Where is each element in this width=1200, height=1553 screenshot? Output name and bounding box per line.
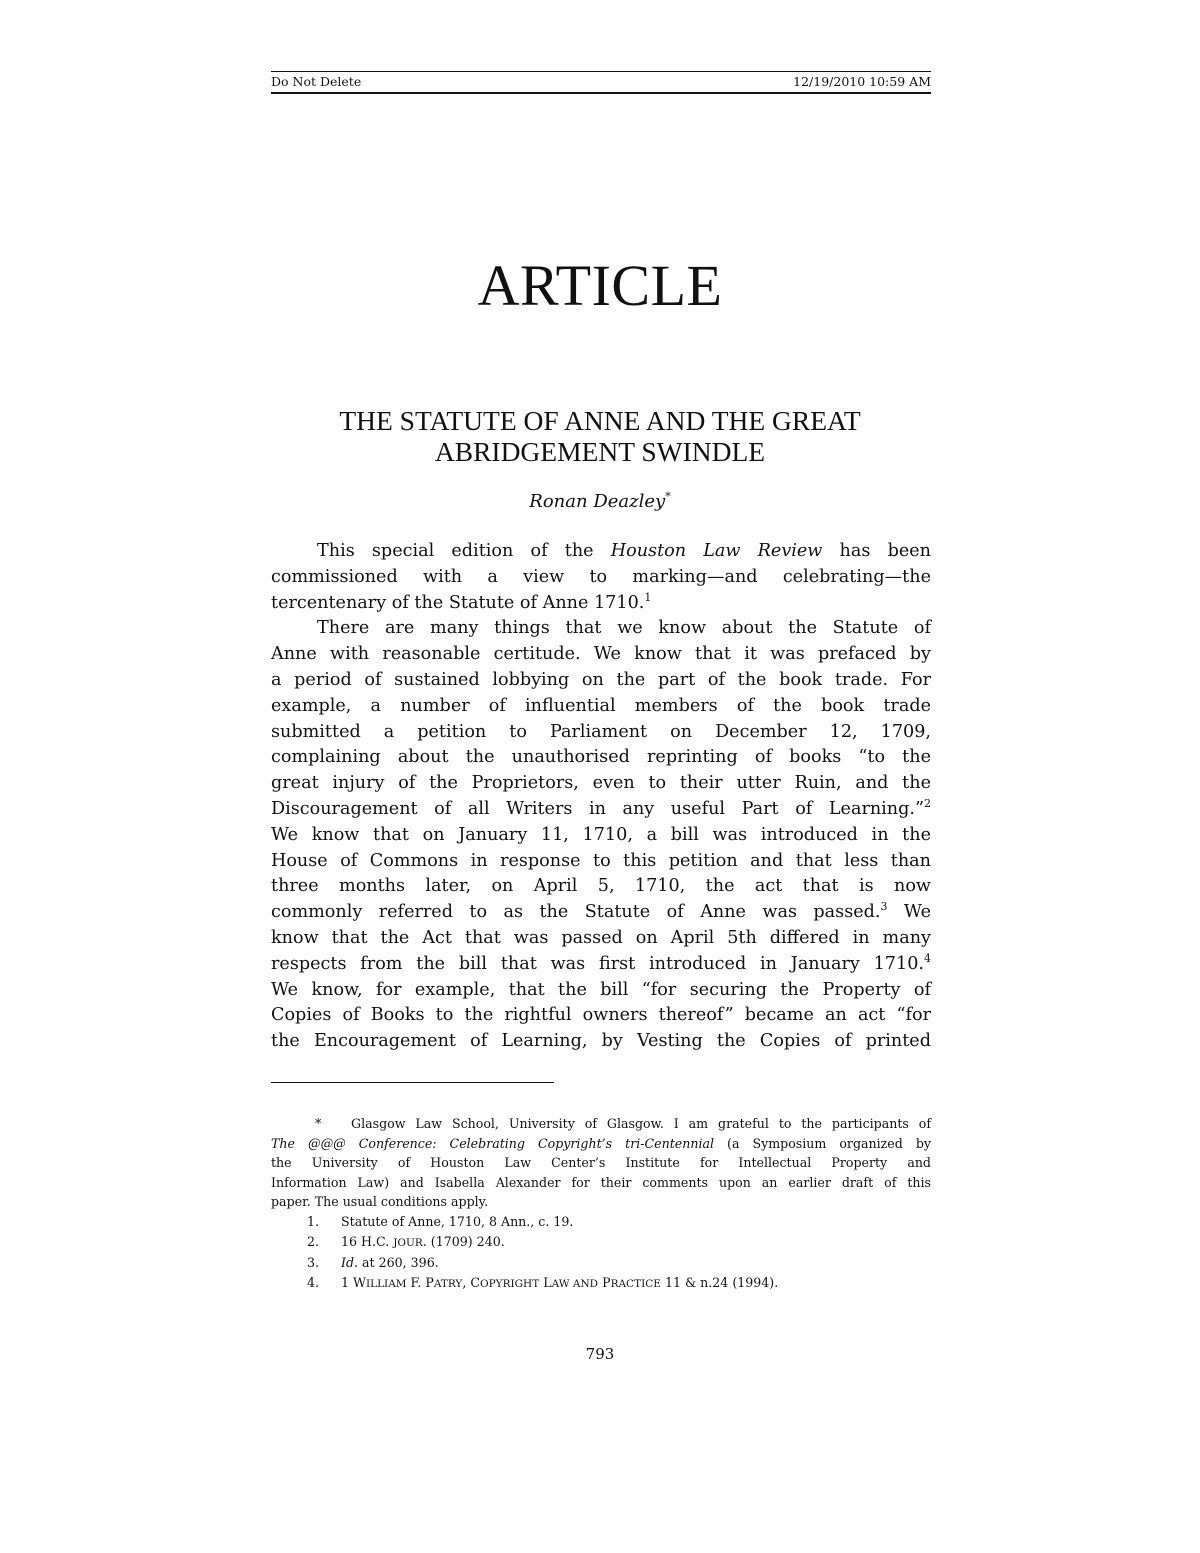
footnote-star-line: Information Law) and Isabella Alexander for their comments upon an earlier draft of this xyxy=(271,1174,931,1190)
footnote-star-line: * Glasgow Law School, University of Glasgow. I am grateful to the participants of xyxy=(315,1116,931,1131)
body-line: We know that on January 11, 1710, a bill was introduced in the xyxy=(271,824,931,845)
title-line-2: ABRIDGEMENT SWINDLE xyxy=(434,436,766,467)
footnote-number: 1. xyxy=(307,1213,320,1229)
footnote-ref: 4 xyxy=(924,951,931,965)
running-header xyxy=(271,71,931,94)
body-line: the Encouragement of Learning, by Vesting the Copies of printed xyxy=(271,1031,931,1052)
body-line: tercentenary of the Statute of Anne 1710.$^1$ xyxy=(271,590,652,613)
page-number: 793 xyxy=(585,1345,615,1363)
footnote-number: 3. xyxy=(307,1255,320,1271)
footnotes xyxy=(271,1114,931,1294)
title-line-1: THE STATUTE OF ANNE AND THE GREAT xyxy=(339,405,861,436)
body-line: know that the Act that was passed on April 5th differed in many xyxy=(271,927,931,948)
body-line: We know, for example, that the bill “for securing the Property of xyxy=(271,979,931,1000)
author-name: Ronan Deazley xyxy=(529,491,666,512)
footnote-number: 4. xyxy=(307,1274,320,1290)
body-line: respects from the bill that was first introduced in January 1710.$^4$ xyxy=(271,951,931,974)
body-line: There are many things that we know about the Statute of xyxy=(317,618,931,639)
section-heading: ARTICLE xyxy=(477,253,723,318)
footnote-star-line: the University of Houston Law Center’s Institute for Intellectual Property and xyxy=(271,1155,931,1171)
footnote-ref: 3 xyxy=(880,900,888,914)
footnote-ref: 2 xyxy=(924,796,931,810)
body-line: commissioned with a view to marking—and celebrating—the xyxy=(271,566,931,587)
footnote-star-line: The @@@ Conference: Celebrating Copyright’s tri-Centennial (a Symposium organized by xyxy=(271,1135,931,1151)
footnote-2: 2. 16 H.C. JOUR. (1709) 240. xyxy=(271,1232,931,1254)
body-line: House of Commons in response to this petition and that less than xyxy=(271,850,931,871)
body-line: three months later, on April 5, 1710, the act that is now xyxy=(271,876,931,897)
footnote-divider xyxy=(271,1082,554,1083)
footnote-4: 4. 1 WILLIAM F. PATRY, COPYRIGHT LAW AND PRACTICE 11 & n.24 (1994). xyxy=(271,1273,931,1295)
header-timestamp: 12/19/2010 10:59 AM xyxy=(793,74,931,89)
author-byline xyxy=(0,491,1200,512)
footnote-ref: 1 xyxy=(644,590,652,604)
footnote-star-mark: * xyxy=(315,1116,322,1131)
body-line: Copies of Books to the rightful owners thereof” became an act “for xyxy=(271,1005,931,1026)
body-line: Discouragement of all Writers in any useful Part of Learning.”$^2$ xyxy=(271,796,931,819)
author-footnote-mark: * xyxy=(665,490,671,503)
body-line: submitted a petition to Parliament on December 12, 1709, xyxy=(271,721,931,742)
footnote-star-line: paper. The usual conditions apply. xyxy=(271,1194,489,1210)
footnote-number: 2. xyxy=(307,1233,320,1249)
footnote-1: 1. Statute of Anne, 1710, 8 Ann., c. 19. xyxy=(271,1212,931,1232)
body-line: example, a number of influential members of the book trade xyxy=(271,695,931,716)
body-line: commonly referred to as the Statute of Anne was passed.$^3$ We xyxy=(271,900,931,923)
body-line: Anne with reasonable certitude. We know that it was prefaced by xyxy=(271,644,931,665)
footnote-3: 3. Id. at 260, 396. xyxy=(271,1253,931,1273)
body-line: This special edition of the Houston Law Review has been xyxy=(317,541,932,561)
body-text xyxy=(271,539,931,1055)
body-line: a period of sustained lobbying on the part of the book trade. For xyxy=(271,669,931,690)
article-title xyxy=(0,405,1200,467)
body-line: great injury of the Proprietors, even to their utter Ruin, and the xyxy=(271,773,931,794)
header-left: Do Not Delete xyxy=(271,74,362,89)
body-line: complaining about the unauthorised reprinting of books “to the xyxy=(271,747,931,768)
